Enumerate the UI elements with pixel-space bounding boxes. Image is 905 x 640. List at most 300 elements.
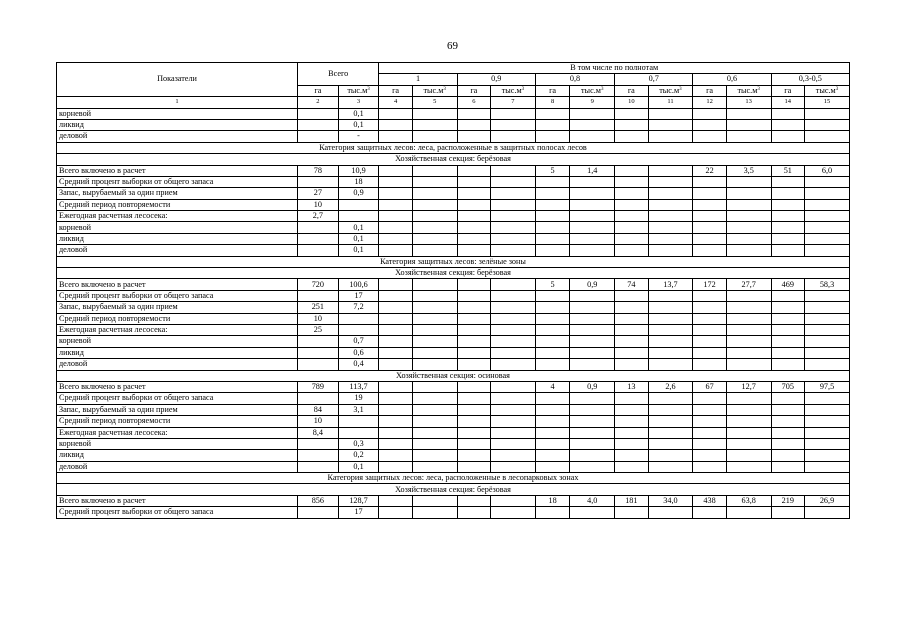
table-cell bbox=[412, 290, 457, 301]
table-cell bbox=[491, 279, 536, 290]
column-number: 7 bbox=[491, 97, 536, 108]
table-cell: 10 bbox=[298, 199, 339, 210]
table-cell bbox=[804, 131, 849, 142]
table-cell bbox=[412, 313, 457, 324]
row-label: Всего включено в расчет bbox=[57, 165, 298, 176]
table-cell: 10,9 bbox=[338, 165, 379, 176]
unit-volume-sup: 3 bbox=[757, 86, 760, 92]
table-cell bbox=[726, 461, 771, 472]
row-label: Всего включено в расчет bbox=[57, 279, 298, 290]
table-cell: 7,2 bbox=[338, 302, 379, 313]
table-cell bbox=[298, 176, 339, 187]
table-cell: 18 bbox=[535, 495, 569, 506]
table-cell bbox=[648, 359, 693, 370]
table-cell bbox=[771, 199, 804, 210]
section-title: Хозяйственная секция: осиновая bbox=[57, 370, 850, 381]
table-cell bbox=[412, 336, 457, 347]
table-cell bbox=[491, 427, 536, 438]
row-label: деловой bbox=[57, 359, 298, 370]
table-cell: 5 bbox=[535, 279, 569, 290]
unit-volume bbox=[804, 85, 849, 96]
table-cell bbox=[648, 290, 693, 301]
table-cell bbox=[804, 302, 849, 313]
table-cell bbox=[491, 165, 536, 176]
table-cell bbox=[771, 427, 804, 438]
row-label: Запас, вырубаемый за один прием bbox=[57, 188, 298, 199]
table-cell bbox=[771, 461, 804, 472]
table-cell bbox=[379, 290, 412, 301]
table-row bbox=[57, 245, 850, 256]
table-cell bbox=[804, 404, 849, 415]
table-cell bbox=[491, 393, 536, 404]
row-label: Средний период повторяемости bbox=[57, 199, 298, 210]
table-cell: 789 bbox=[298, 381, 339, 392]
row-label: Ежегодная расчетная лесосека: bbox=[57, 211, 298, 222]
unit-volume-sup: 3 bbox=[443, 86, 446, 92]
section-row bbox=[57, 154, 850, 165]
table-row bbox=[57, 427, 850, 438]
table-cell: 17 bbox=[338, 290, 379, 301]
table-cell bbox=[693, 507, 726, 518]
table-cell: 3,1 bbox=[338, 404, 379, 415]
table-cell bbox=[379, 211, 412, 222]
table-cell bbox=[412, 279, 457, 290]
table-row bbox=[57, 381, 850, 392]
unit-volume-sup: 3 bbox=[835, 86, 839, 92]
table-cell bbox=[535, 427, 569, 438]
table-cell bbox=[615, 165, 648, 176]
unit-ha: га bbox=[615, 85, 648, 96]
table-cell bbox=[693, 245, 726, 256]
table-cell bbox=[804, 450, 849, 461]
table-cell bbox=[771, 393, 804, 404]
table-cell bbox=[379, 119, 412, 130]
table-cell: 6,0 bbox=[804, 165, 849, 176]
table-cell bbox=[457, 165, 490, 176]
table-cell bbox=[457, 245, 490, 256]
table-cell bbox=[457, 427, 490, 438]
table-cell bbox=[412, 495, 457, 506]
table-cell bbox=[693, 393, 726, 404]
table-cell bbox=[535, 290, 569, 301]
table-cell bbox=[804, 393, 849, 404]
row-label: корневой bbox=[57, 108, 298, 119]
section-title: Хозяйственная секция: берёзовая bbox=[57, 268, 850, 279]
table-cell bbox=[804, 461, 849, 472]
row-label: Ежегодная расчетная лесосека: bbox=[57, 427, 298, 438]
table-cell: 0,4 bbox=[338, 359, 379, 370]
table-cell bbox=[804, 188, 849, 199]
table-cell bbox=[491, 245, 536, 256]
table-cell bbox=[615, 438, 648, 449]
table-cell: 10 bbox=[298, 416, 339, 427]
row-label: ликвид bbox=[57, 347, 298, 358]
table-cell bbox=[804, 324, 849, 335]
table-cell bbox=[379, 108, 412, 119]
table-cell bbox=[693, 450, 726, 461]
table-cell bbox=[771, 188, 804, 199]
table-row bbox=[57, 279, 850, 290]
table-cell bbox=[771, 245, 804, 256]
column-number: 3 bbox=[338, 97, 379, 108]
table-cell bbox=[804, 199, 849, 210]
table-cell bbox=[615, 290, 648, 301]
table-cell bbox=[457, 359, 490, 370]
table-cell bbox=[412, 359, 457, 370]
table-cell bbox=[298, 336, 339, 347]
row-label: ликвид bbox=[57, 233, 298, 244]
table-cell: 19 bbox=[338, 393, 379, 404]
table-cell bbox=[457, 416, 490, 427]
table-row bbox=[57, 222, 850, 233]
table-cell bbox=[457, 176, 490, 187]
table-cell: 0,6 bbox=[338, 347, 379, 358]
table-cell bbox=[615, 416, 648, 427]
table-cell bbox=[412, 416, 457, 427]
section-title: Хозяйственная секция: берёзовая bbox=[57, 484, 850, 495]
table-cell bbox=[648, 393, 693, 404]
unit-volume bbox=[491, 85, 536, 96]
table-cell bbox=[570, 438, 615, 449]
table-cell bbox=[298, 119, 339, 130]
table-cell bbox=[535, 404, 569, 415]
table-cell: 0,1 bbox=[338, 222, 379, 233]
table-cell bbox=[457, 438, 490, 449]
table-cell bbox=[298, 290, 339, 301]
table-cell bbox=[298, 461, 339, 472]
table-cell bbox=[615, 324, 648, 335]
unit-ha: га bbox=[535, 85, 569, 96]
table-cell: 34,0 bbox=[648, 495, 693, 506]
table-cell bbox=[615, 302, 648, 313]
table-cell: 8,4 bbox=[298, 427, 339, 438]
table-cell bbox=[570, 324, 615, 335]
section-row bbox=[57, 256, 850, 267]
table-cell: 0,9 bbox=[570, 381, 615, 392]
section-row bbox=[57, 484, 850, 495]
unit-volume bbox=[570, 85, 615, 96]
table-cell bbox=[570, 199, 615, 210]
table-cell bbox=[570, 131, 615, 142]
header-by-density: В том числе по полнотам bbox=[379, 63, 850, 74]
row-label: корневой bbox=[57, 336, 298, 347]
table-cell: 63,8 bbox=[726, 495, 771, 506]
table-cell bbox=[570, 245, 615, 256]
table-cell bbox=[491, 416, 536, 427]
table-cell bbox=[615, 450, 648, 461]
unit-volume-text: тыс.м bbox=[659, 85, 680, 95]
table-cell bbox=[615, 336, 648, 347]
row-label: Запас, вырубаемый за один прием bbox=[57, 302, 298, 313]
table-cell bbox=[804, 211, 849, 222]
table-cell bbox=[804, 416, 849, 427]
table-cell bbox=[535, 199, 569, 210]
table-row bbox=[57, 131, 850, 142]
table-cell bbox=[491, 211, 536, 222]
table-body bbox=[57, 108, 850, 518]
unit-ha: га bbox=[771, 85, 804, 96]
table-cell bbox=[535, 302, 569, 313]
table-cell bbox=[693, 438, 726, 449]
table-cell bbox=[379, 279, 412, 290]
table-row bbox=[57, 119, 850, 130]
row-label: Средний период повторяемости bbox=[57, 416, 298, 427]
row-label: ликвид bbox=[57, 119, 298, 130]
table-cell bbox=[457, 313, 490, 324]
table-cell bbox=[726, 438, 771, 449]
table-cell bbox=[726, 427, 771, 438]
table-cell bbox=[491, 359, 536, 370]
section-row bbox=[57, 142, 850, 153]
table-cell bbox=[457, 131, 490, 142]
table-cell bbox=[804, 245, 849, 256]
table-row bbox=[57, 495, 850, 506]
table-cell bbox=[804, 336, 849, 347]
table-cell bbox=[379, 359, 412, 370]
table-cell bbox=[771, 176, 804, 187]
table-cell bbox=[457, 302, 490, 313]
table-cell bbox=[338, 427, 379, 438]
table-cell bbox=[570, 347, 615, 358]
row-label: ликвид bbox=[57, 450, 298, 461]
section-row bbox=[57, 473, 850, 484]
table-cell bbox=[804, 119, 849, 130]
table-cell bbox=[570, 427, 615, 438]
unit-ha: га bbox=[693, 85, 726, 96]
section-row bbox=[57, 268, 850, 279]
table-cell bbox=[615, 245, 648, 256]
table-cell bbox=[693, 461, 726, 472]
table-cell bbox=[804, 438, 849, 449]
table-cell bbox=[726, 188, 771, 199]
unit-ha: га bbox=[379, 85, 412, 96]
table-cell bbox=[804, 233, 849, 244]
row-label: корневой bbox=[57, 222, 298, 233]
table-cell: 97,5 bbox=[804, 381, 849, 392]
page-number: 69 bbox=[447, 40, 458, 52]
table-cell bbox=[379, 313, 412, 324]
table-cell bbox=[570, 416, 615, 427]
table-cell bbox=[648, 324, 693, 335]
column-number: 11 bbox=[648, 97, 693, 108]
table-row bbox=[57, 393, 850, 404]
table-cell bbox=[491, 507, 536, 518]
table-cell bbox=[491, 119, 536, 130]
column-number: 10 bbox=[615, 97, 648, 108]
table-row bbox=[57, 290, 850, 301]
table-cell: 18 bbox=[338, 176, 379, 187]
table-cell bbox=[648, 199, 693, 210]
table-cell bbox=[535, 416, 569, 427]
column-number: 14 bbox=[771, 97, 804, 108]
table-cell bbox=[491, 176, 536, 187]
table-cell bbox=[570, 188, 615, 199]
table-cell bbox=[491, 302, 536, 313]
table-cell bbox=[726, 245, 771, 256]
table-cell bbox=[338, 199, 379, 210]
table-row bbox=[57, 336, 850, 347]
table-row bbox=[57, 211, 850, 222]
table-cell bbox=[648, 336, 693, 347]
table-cell bbox=[298, 108, 339, 119]
table-cell bbox=[298, 450, 339, 461]
table-cell bbox=[491, 381, 536, 392]
table-cell: 84 bbox=[298, 404, 339, 415]
table-cell bbox=[570, 302, 615, 313]
table-cell bbox=[648, 176, 693, 187]
table-cell bbox=[457, 199, 490, 210]
table-cell bbox=[298, 233, 339, 244]
table-cell bbox=[804, 108, 849, 119]
table-cell bbox=[648, 211, 693, 222]
row-label: корневой bbox=[57, 438, 298, 449]
table-cell bbox=[771, 450, 804, 461]
table-cell bbox=[648, 416, 693, 427]
table-cell: 26,9 bbox=[804, 495, 849, 506]
table-cell bbox=[693, 302, 726, 313]
table-cell: 0,9 bbox=[338, 188, 379, 199]
table-cell bbox=[648, 507, 693, 518]
unit-volume-sup: 3 bbox=[521, 86, 525, 92]
unit-volume bbox=[412, 85, 457, 96]
table-cell bbox=[412, 199, 457, 210]
table-cell bbox=[771, 313, 804, 324]
table-cell: 0,1 bbox=[338, 233, 379, 244]
table-cell bbox=[693, 427, 726, 438]
unit-volume-sup: 3 bbox=[679, 86, 682, 92]
table-cell bbox=[457, 324, 490, 335]
table-cell bbox=[457, 233, 490, 244]
table-cell bbox=[412, 176, 457, 187]
table-cell: 2,6 bbox=[648, 381, 693, 392]
table-cell bbox=[491, 188, 536, 199]
table-cell: 3,5 bbox=[726, 165, 771, 176]
table-cell bbox=[648, 245, 693, 256]
table-cell bbox=[298, 131, 339, 142]
table-cell: 1,4 bbox=[570, 165, 615, 176]
table-cell: 12,7 bbox=[726, 381, 771, 392]
table-cell bbox=[457, 404, 490, 415]
table-cell bbox=[615, 461, 648, 472]
forest-table bbox=[56, 62, 850, 519]
table-cell: - bbox=[338, 131, 379, 142]
table-cell bbox=[379, 199, 412, 210]
table-cell bbox=[648, 108, 693, 119]
table-cell bbox=[726, 176, 771, 187]
table-cell bbox=[379, 233, 412, 244]
table-cell: 100,6 bbox=[338, 279, 379, 290]
table-cell bbox=[726, 199, 771, 210]
table-cell bbox=[491, 108, 536, 119]
table-cell bbox=[570, 222, 615, 233]
unit-volume bbox=[648, 85, 693, 96]
unit-volume-text: тыс.м bbox=[580, 85, 601, 95]
table-cell: 17 bbox=[338, 507, 379, 518]
table-cell bbox=[615, 131, 648, 142]
table-cell: 251 bbox=[298, 302, 339, 313]
table-cell bbox=[412, 119, 457, 130]
table-cell bbox=[570, 450, 615, 461]
unit-volume-text: тыс.м bbox=[815, 85, 836, 95]
table-cell bbox=[693, 324, 726, 335]
column-number: 9 bbox=[570, 97, 615, 108]
table-cell bbox=[615, 108, 648, 119]
table-cell bbox=[648, 347, 693, 358]
table-cell bbox=[457, 119, 490, 130]
table-cell: 51 bbox=[771, 165, 804, 176]
table-cell bbox=[379, 404, 412, 415]
table-row bbox=[57, 302, 850, 313]
table-cell bbox=[570, 211, 615, 222]
table-cell bbox=[771, 233, 804, 244]
table-cell bbox=[491, 461, 536, 472]
table-cell bbox=[570, 336, 615, 347]
table-cell bbox=[412, 245, 457, 256]
table-cell bbox=[412, 165, 457, 176]
table-cell bbox=[491, 313, 536, 324]
row-label: Средний процент выборки от общего запаса bbox=[57, 507, 298, 518]
table-cell bbox=[535, 313, 569, 324]
table-cell: 0,3 bbox=[338, 438, 379, 449]
table-row bbox=[57, 347, 850, 358]
table-cell bbox=[570, 461, 615, 472]
unit-volume-text: тыс.м bbox=[501, 85, 522, 95]
table-cell bbox=[535, 507, 569, 518]
table-cell bbox=[804, 222, 849, 233]
table-cell bbox=[412, 393, 457, 404]
table-cell bbox=[804, 176, 849, 187]
table-cell: 469 bbox=[771, 279, 804, 290]
row-label: Средний процент выборки от общего запаса bbox=[57, 393, 298, 404]
table-cell bbox=[298, 222, 339, 233]
table-cell bbox=[412, 324, 457, 335]
table-cell bbox=[726, 359, 771, 370]
table-cell bbox=[648, 438, 693, 449]
table-cell: 0,2 bbox=[338, 450, 379, 461]
table-cell bbox=[491, 199, 536, 210]
table-cell bbox=[570, 176, 615, 187]
table-cell: 74 bbox=[615, 279, 648, 290]
table-cell bbox=[457, 188, 490, 199]
table-cell: 13,7 bbox=[648, 279, 693, 290]
column-number: 13 bbox=[726, 97, 771, 108]
table-cell bbox=[412, 233, 457, 244]
table-cell bbox=[615, 393, 648, 404]
density-header: 0,3-0,5 bbox=[771, 74, 849, 85]
table-cell bbox=[693, 347, 726, 358]
column-number: 8 bbox=[535, 97, 569, 108]
table-cell bbox=[535, 245, 569, 256]
table-cell bbox=[338, 324, 379, 335]
column-number: 4 bbox=[379, 97, 412, 108]
row-label: деловой bbox=[57, 245, 298, 256]
table-cell: 0,1 bbox=[338, 108, 379, 119]
table-cell bbox=[457, 381, 490, 392]
table-cell bbox=[648, 450, 693, 461]
table-cell bbox=[771, 302, 804, 313]
row-label: Средний период повторяемости bbox=[57, 313, 298, 324]
table-cell bbox=[726, 222, 771, 233]
table-cell bbox=[648, 404, 693, 415]
column-number: 5 bbox=[412, 97, 457, 108]
table-cell bbox=[648, 233, 693, 244]
table-cell bbox=[298, 507, 339, 518]
table-row bbox=[57, 461, 850, 472]
table-row bbox=[57, 199, 850, 210]
row-label: Средний процент выборки от общего запаса bbox=[57, 176, 298, 187]
table-cell bbox=[491, 495, 536, 506]
table-header bbox=[57, 63, 850, 109]
